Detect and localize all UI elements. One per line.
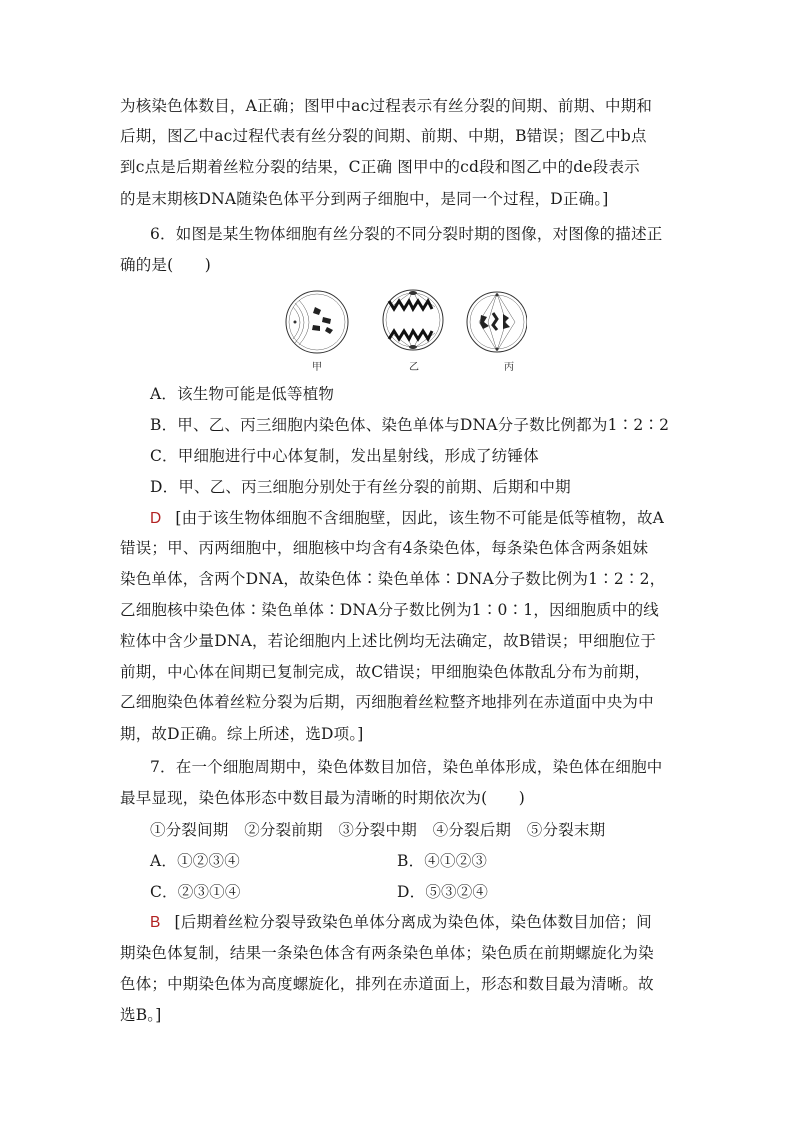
text-line: 乙细胞染色体着丝粒分裂为后期，丙细胞着丝粒整齐地排列在赤道面中央为中 <box>120 693 654 711</box>
figure-label-bing: 丙 <box>504 362 514 373</box>
option-C: C．甲细胞进行中心体复制，发出星射线，形成了纺锤体 <box>150 447 539 465</box>
figure-label-jia: 甲 <box>312 362 322 373</box>
question-7-stem: 最早显现，染色体形态中数目最为清晰的时期依次为( ) <box>120 789 525 807</box>
option-A: A．①②③④ <box>150 852 240 870</box>
text-line: 期染色体复制，结果一条染色体含有两条染色单体；染色质在前期螺旋化为染 <box>120 944 654 962</box>
question-7-stem: 7．在一个细胞周期中，染色体数目加倍，染色单体形成，染色体在细胞中 <box>150 758 663 776</box>
answer-7-letter: B <box>150 914 161 931</box>
answer-7-text: [后期着丝粒分裂导致染色单体分离成为染色体，染色体数目加倍；间 <box>174 913 652 931</box>
text-line: 色体；中期染色体为高度螺旋化，排列在赤道面上，形态和数目最为清晰。故 <box>120 975 654 993</box>
cell-yi-illustration <box>383 290 443 350</box>
text-line: 到c点是后期着丝粒分裂的结果，C正确 图甲中的cd段和图乙中的de段表示 <box>120 158 640 176</box>
cell-bing-illustration <box>467 292 527 352</box>
option-D: D．⑤③②④ <box>397 883 489 901</box>
question-7-items: ①分裂间期 ②分裂前期 ③分裂中期 ④分裂后期 ⑤分裂末期 <box>150 821 606 839</box>
text-line: 的是末期核DNA随染色体平分到两子细胞中，是同一个过程，D正确。] <box>120 190 609 208</box>
answer-6-line <box>150 508 676 529</box>
text-line: 乙细胞核中染色体∶染色单体∶DNA分子数比例为1∶0∶1，因细胞质中的线 <box>120 601 659 619</box>
text-line: 为核染色体数目，A正确；图甲中ac过程表示有丝分裂的间期、前期、中期和 <box>120 97 653 115</box>
question-6-stem: 6．如图是某生物体细胞有丝分裂的不同分裂时期的图像，对图像的描述正 <box>150 225 663 243</box>
answer-7-line <box>150 912 676 933</box>
option-A: A．该生物可能是低等植物 <box>150 385 335 403</box>
text-line: 染色单体，含两个DNA，故染色体∶染色单体∶DNA分子数比例为1∶2∶2， <box>120 570 666 588</box>
question-6-stem: 确的是( ) <box>120 256 211 274</box>
cell-jia-illustration <box>286 291 348 353</box>
answer-6-letter: D <box>150 510 162 527</box>
option-C: C．②③①④ <box>150 883 241 901</box>
answer-6-text: [由于该生物体细胞不含细胞壁，因此，该生物不可能是低等植物，故A <box>175 509 665 527</box>
figure-label-yi: 乙 <box>409 362 419 373</box>
text-line: 前期，中心体在间期已复制完成，故C错误；甲细胞染色体散乱分布为前期， <box>120 663 651 681</box>
text-line: 后期，图乙中ac过程代表有丝分裂的间期、前期、中期，B错误；图乙中b点 <box>120 127 647 145</box>
option-B: B．④①②③ <box>397 852 488 870</box>
option-D: D．甲、乙、丙三细胞分别处于有丝分裂的前期、后期和中期 <box>150 478 571 496</box>
option-B: B．甲、乙、丙三细胞内染色体、染色单体与DNA分子数比例都为1∶2∶2 <box>150 416 670 434</box>
text-line: 选B。] <box>120 1006 162 1024</box>
text-line: 粒体中含少量DNA，若论细胞内上述比例均无法确定，故B错误；甲细胞位于 <box>120 632 657 650</box>
text-line: 期，故D正确。综上所述，选D项。] <box>120 725 364 743</box>
text-line: 错误；甲、丙两细胞中，细胞核中均含有4条染色体，每条染色体含两条姐妹 <box>120 539 649 557</box>
